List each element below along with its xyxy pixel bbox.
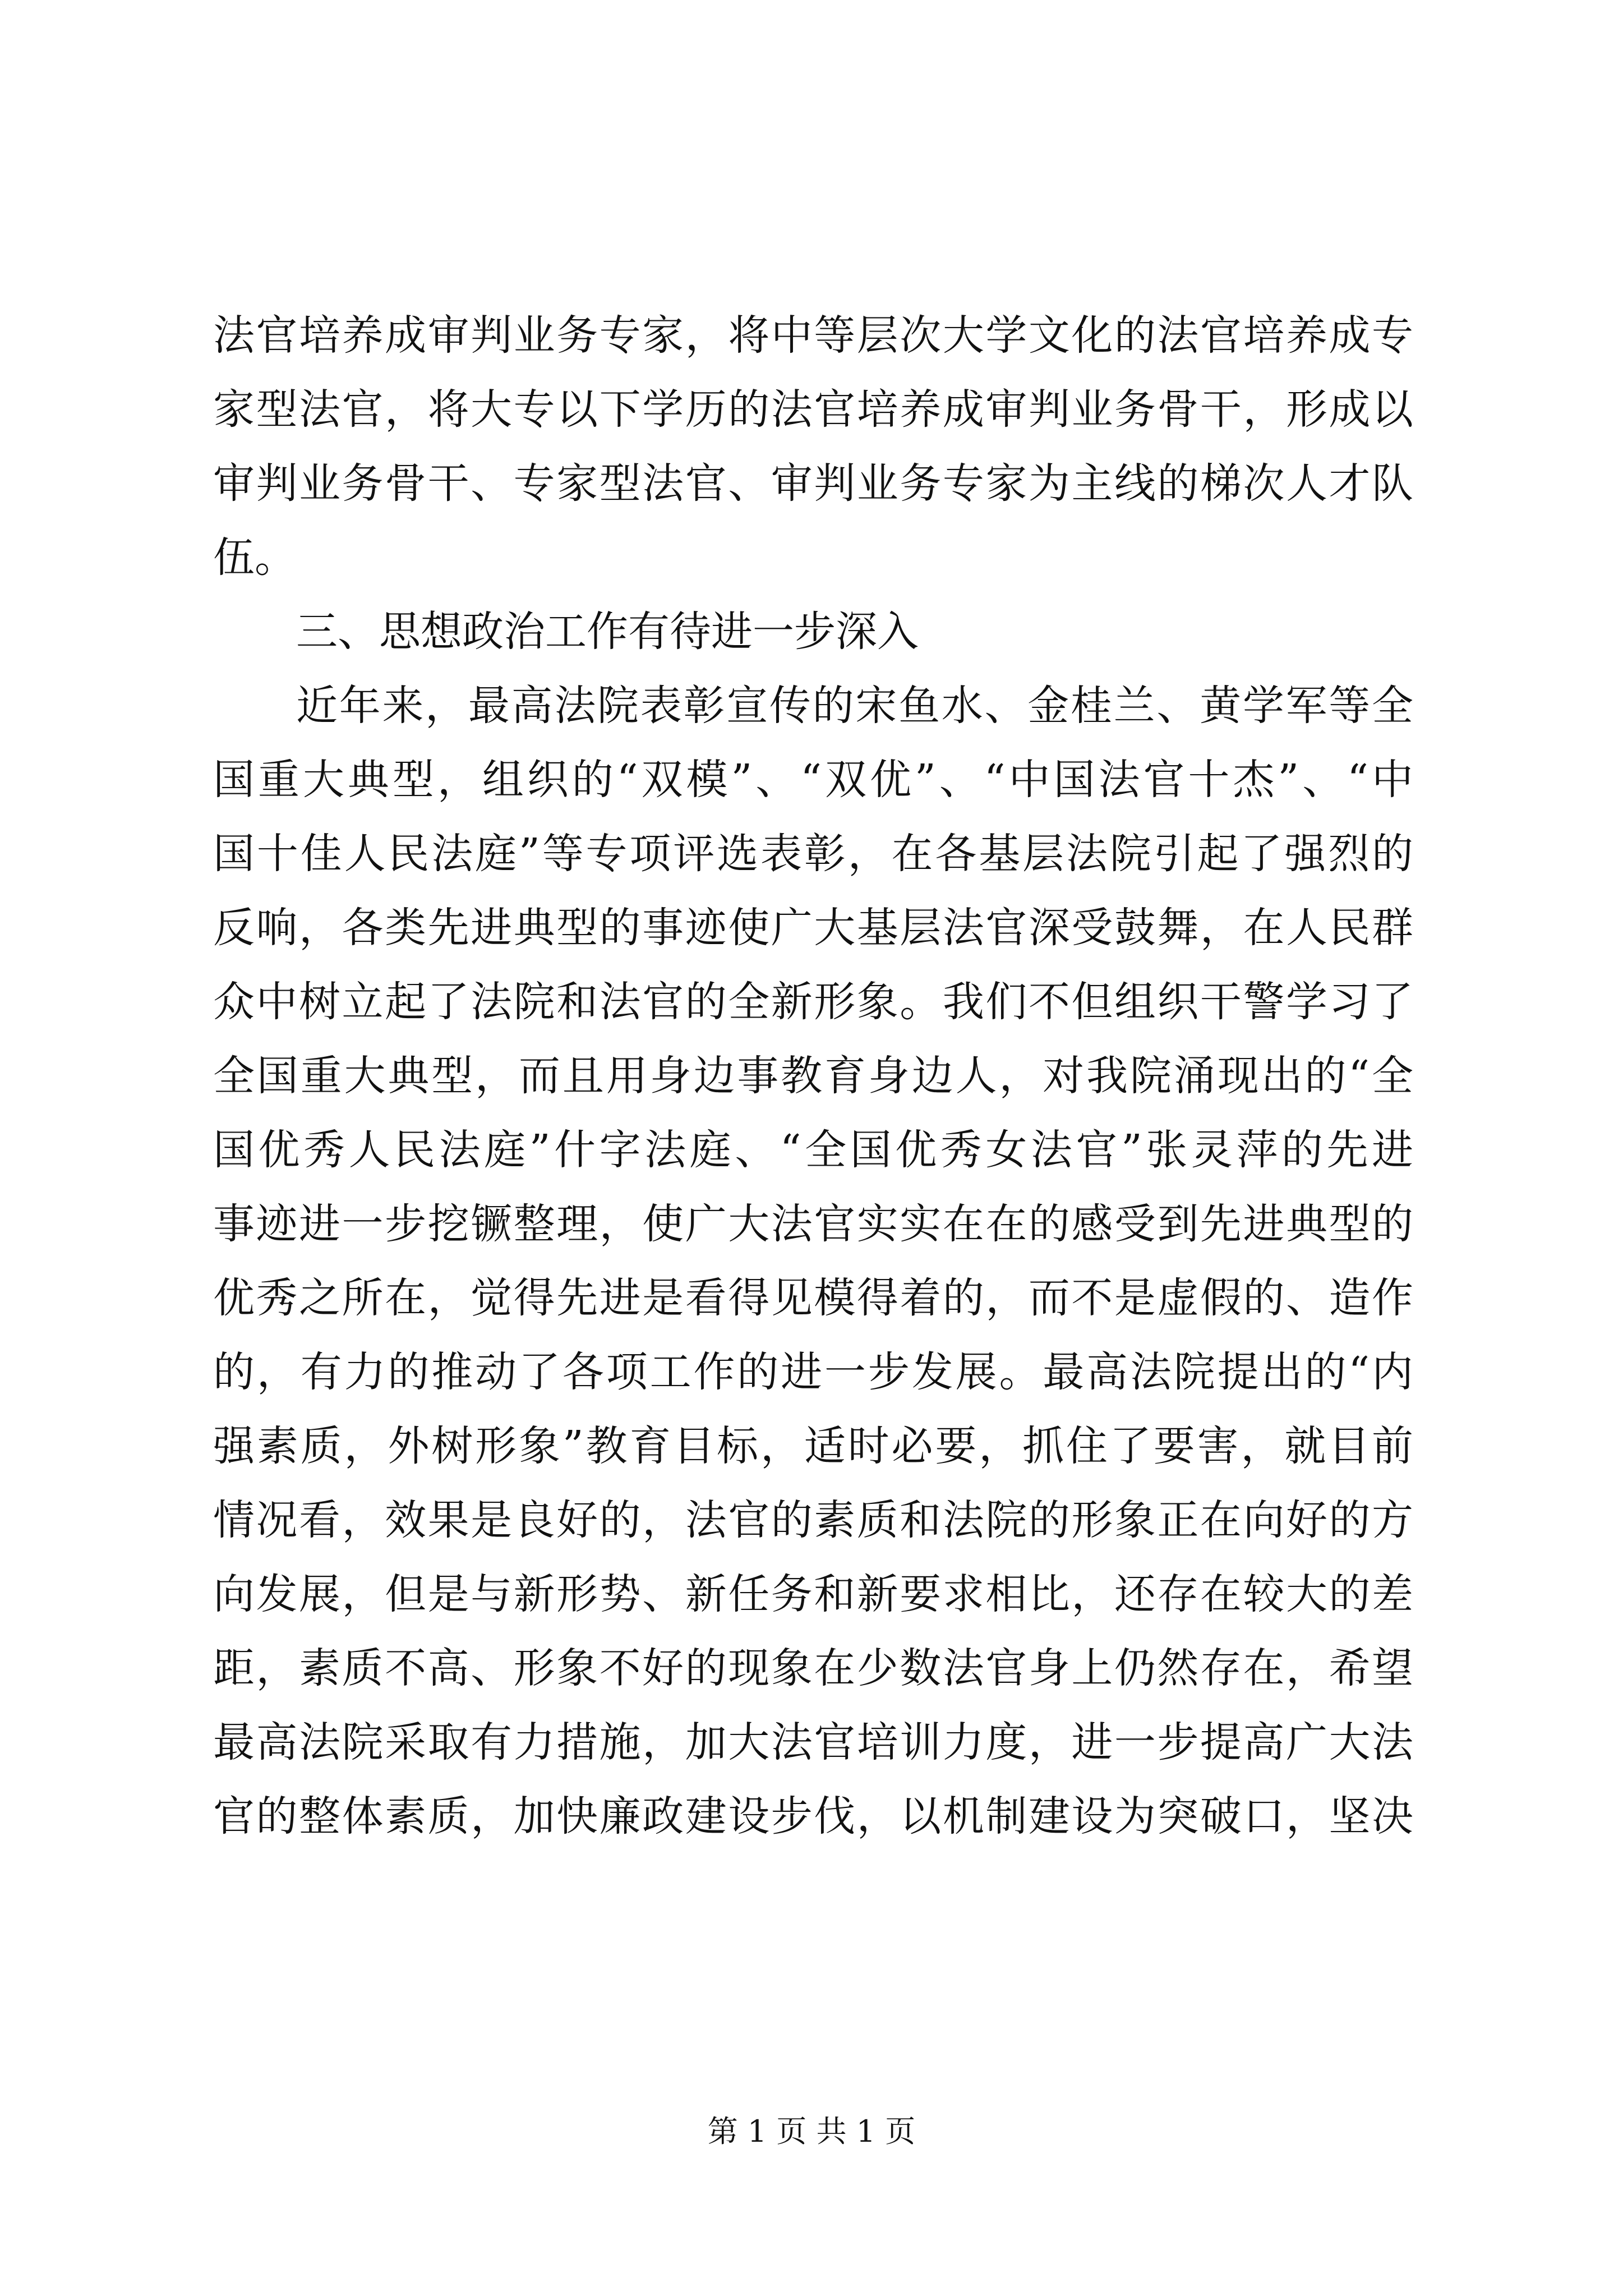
paragraph-line: 的，有力的推动了各项工作的进一步发展。最高法院提出的“内 bbox=[213, 1348, 1413, 1396]
paragraph-line: 家型法官，将大专以下学历的法官培养成审判业务骨干，形成以 bbox=[213, 385, 1413, 434]
paragraph-line: 向发展，但是与新形势、新任务和新要求相比，还存在较大的差 bbox=[213, 1570, 1413, 1618]
paragraph-line: 距，素质不高、形象不好的现象在少数法官身上仍然存在，希望 bbox=[213, 1644, 1413, 1692]
paragraph-line: 事迹进一步挖镢整理，使广大法官实实在在的感受到先进典型的 bbox=[213, 1200, 1413, 1248]
paragraph-line: 优秀之所在，觉得先进是看得见模得着的，而不是虚假的、造作 bbox=[213, 1274, 1413, 1322]
paragraph-line: 近年来，最高法院表彰宣传的宋鱼水、金桂兰、黄学军等全 bbox=[296, 682, 1413, 730]
paragraph-line: 国优秀人民法庭”什字法庭、“全国优秀女法官”张灵萍的先进 bbox=[213, 1126, 1413, 1174]
paragraph-line: 反响，各类先进典型的事迹使广大基层法官深受鼓舞，在人民群 bbox=[213, 904, 1413, 952]
paragraph-line: 法官培养成审判业务专家，将中等层次大学文化的法官培养成专 bbox=[213, 311, 1413, 360]
section-heading: 三、思想政治工作有待进一步深入 bbox=[296, 608, 919, 656]
paragraph-line: 全国重大典型，而且用身边事教育身边人，对我院涌现出的“全 bbox=[213, 1052, 1413, 1100]
page-footer: 第 1 页 共 1 页 bbox=[707, 2114, 916, 2149]
paragraph-line: 官的整体素质，加快廉政建设步伐，以机制建设为突破口，坚决 bbox=[213, 1792, 1413, 1841]
paragraph-line: 强素质，外树形象”教育目标，适时必要，抓住了要害，就目前 bbox=[213, 1422, 1413, 1470]
paragraph-line: 情况看，效果是良好的，法官的素质和法院的形象正在向好的方 bbox=[213, 1496, 1413, 1544]
paragraph-line: 国十佳人民法庭”等专项评选表彰，在各基层法院引起了强烈的 bbox=[213, 830, 1413, 878]
paragraph-line: 审判业务骨干、专家型法官、审判业务专家为主线的梯次人才队 bbox=[213, 459, 1413, 508]
paragraph-line: 伍。 bbox=[213, 533, 296, 582]
paragraph-line: 国重大典型，组织的“双模”、“双优”、“中国法官十杰”、“中 bbox=[213, 756, 1413, 804]
paragraph-line: 众中树立起了法院和法官的全新形象。我们不但组织干警学习了 bbox=[213, 978, 1413, 1026]
paragraph-line: 最高法院采取有力措施，加大法官培训力度，进一步提高广大法 bbox=[213, 1718, 1413, 1766]
